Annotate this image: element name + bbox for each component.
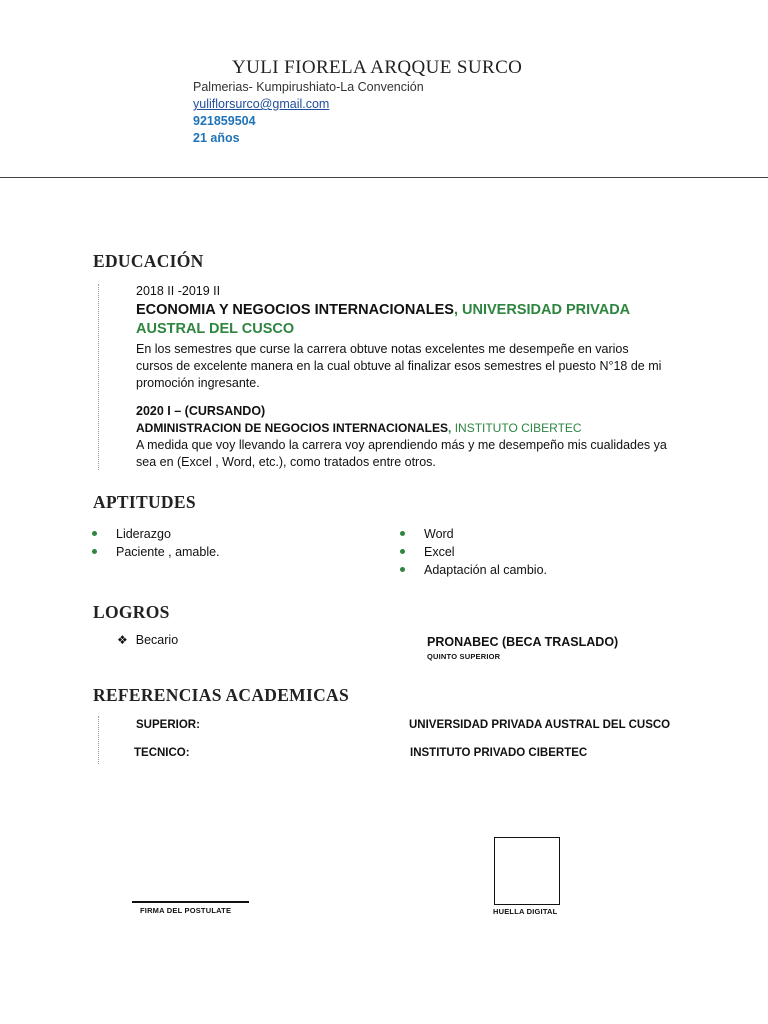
list-item-text: Excel: [424, 545, 455, 559]
bullet-icon: [400, 531, 405, 536]
education-description: En los semestres que curse la carrera obtuve notas excelentes me desempeñe en varios cursos de excelente manera en la cual obtuve al finalizar esos semestres el puesto N°18 de mi promoción ingresante.: [136, 342, 662, 390]
education-separator: ,: [453, 302, 463, 318]
list-item: [400, 525, 547, 543]
bullet-icon: [92, 531, 97, 536]
education-degree-line: [136, 420, 676, 437]
reference-value-superior: UNIVERSIDAD PRIVADA AUSTRAL DEL CUSCO: [409, 719, 671, 731]
candidate-name: YULI FIORELA ARQQUE SURCO: [232, 57, 523, 78]
list-item-text: Word: [424, 527, 454, 541]
education-period: 2018 II -2019 II: [136, 284, 221, 298]
education-institution: INSTITUTO CIBERTEC: [454, 421, 582, 435]
reference-value-tecnico: INSTITUTO PRIVADO CIBERTEC: [410, 747, 588, 759]
list-item-text: Liderazgo: [116, 527, 171, 541]
fingerprint-label: HUELLA DIGITAL: [493, 907, 558, 916]
education-period: 2020 I – (CURSANDO): [136, 404, 266, 418]
diamond-bullet-icon: ❖: [117, 633, 128, 647]
address: Palmerias- Kumpirushiato-La Convención: [193, 80, 424, 94]
email-link[interactable]: yuliflorsurco@gmail.com: [193, 97, 330, 111]
bullet-icon: [400, 567, 405, 572]
logro-subdetail: QUINTO SUPERIOR: [427, 652, 501, 661]
logro-label: Becario: [135, 633, 179, 647]
section-title-referencias: REFERENCIAS ACADEMICAS: [93, 685, 350, 705]
education-degree: ECONOMIA Y NEGOCIOS INTERNACIONALES: [136, 302, 454, 318]
list-item: [400, 561, 547, 579]
header-divider: [0, 177, 768, 178]
reference-label-tecnico: TECNICO:: [134, 747, 190, 759]
logro-item: [117, 633, 178, 647]
bullet-icon: [400, 549, 405, 554]
aptitudes-list-right: [400, 525, 547, 579]
phone-number: 921859504: [193, 114, 256, 128]
section-title-education: EDUCACIÓN: [93, 251, 204, 271]
education-timeline-line: [98, 284, 99, 470]
section-title-aptitudes: APTITUDES: [93, 492, 196, 512]
age: 21 años: [193, 131, 240, 145]
referencias-timeline-line: [98, 716, 99, 764]
fingerprint-box: [494, 837, 560, 905]
list-item: [400, 543, 547, 561]
list-item: [92, 543, 220, 561]
education-institution-cont: AUSTRAL DEL CUSCO: [136, 321, 295, 337]
list-item: [92, 525, 220, 543]
reference-label-superior: SUPERIOR:: [136, 719, 200, 731]
education-description: A medida que voy llevando la carrera voy aprendiendo más y me desempeño mis cualidades ya sea en (Excel , Word, etc.), como tratados entre otros.: [136, 438, 667, 469]
education-entry-2: [136, 403, 676, 471]
section-title-logros: LOGROS: [93, 602, 170, 622]
education-entry-1: [136, 283, 676, 392]
logro-detail: PRONABEC (BECA TRASLADO): [427, 635, 619, 649]
signature-line: [132, 901, 249, 903]
bullet-icon: [92, 549, 97, 554]
list-item-text: Adaptación al cambio.: [424, 563, 547, 577]
education-degree: ADMINISTRACION DE NEGOCIOS INTERNACIONALES: [136, 421, 449, 435]
education-institution: UNIVERSIDAD PRIVADA: [462, 302, 631, 318]
signature-label: FIRMA DEL POSTULATE: [140, 906, 232, 915]
education-separator: ,: [448, 421, 455, 435]
list-item-text: Paciente , amable.: [116, 545, 220, 559]
aptitudes-list-left: [92, 525, 220, 561]
education-degree-line: [136, 301, 676, 339]
